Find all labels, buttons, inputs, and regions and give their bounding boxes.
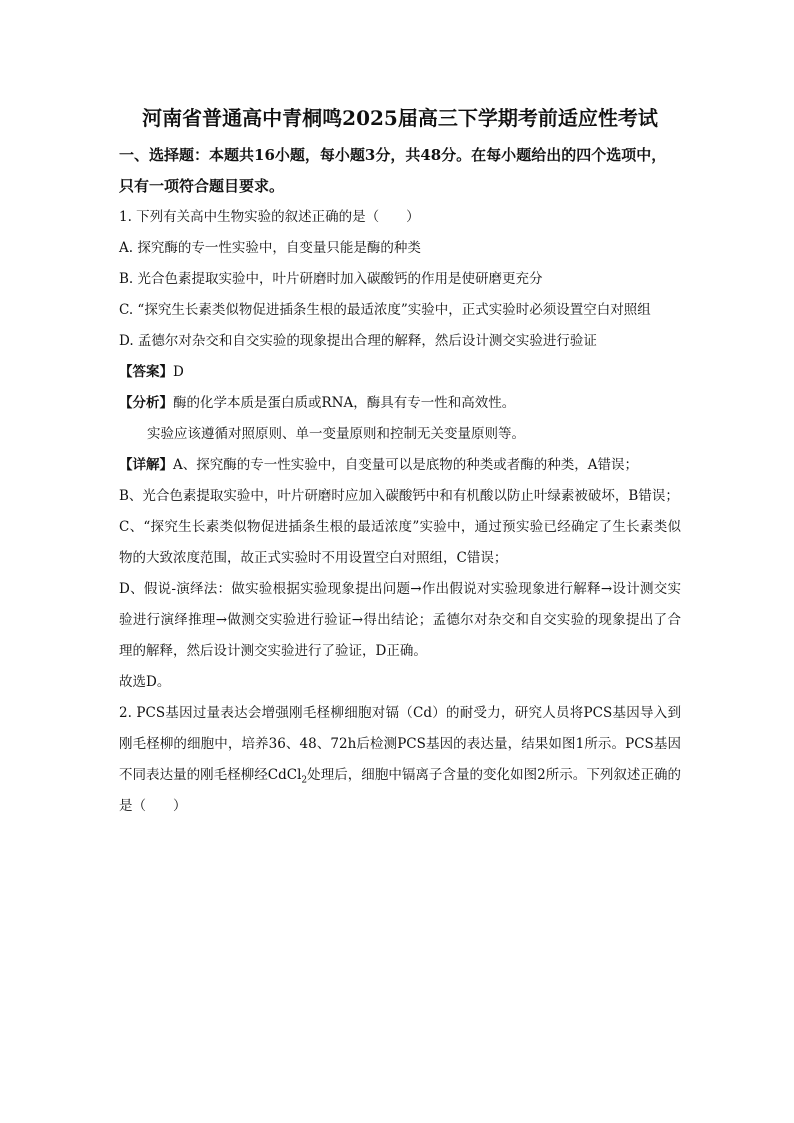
section-heading-choice: 一、选择题：本题共16小题，每小题3分，共48分。在每小题给出的四个选项中，只有一项符合题目要求。 — [119, 146, 667, 195]
question-1-answer — [119, 357, 681, 388]
question-1-analysis — [119, 388, 681, 419]
question-1-detail-d: D、假说-演绎法：做实验根据实验现象提出问题→作出假说对实验现象进行解释→设计测交实验进行演绎推理→做测交实验进行验证→得出结论；孟德尔对杂交和自交实验的现象提出了合理的解释，然后设计测交实验进行了验证，D正确。 — [119, 581, 681, 659]
question-2-stem-part2: 处理后，细胞中镉离子含量的变化如图2所示。下列叙述正确的是（ ） — [119, 767, 681, 814]
question-1-stem: 1. 下列有关高中生物实验的叙述正确的是（ ） — [119, 209, 420, 225]
answer-label: 【答案】 — [119, 364, 173, 380]
question-1-option-a: A. 探究酶的专一性实验中，自变量只能是酶的种类 — [119, 240, 421, 256]
question-1-analysis-2: 实验应该遵循对照原则、单一变量原则和控制无关变量原则等。 — [147, 426, 525, 442]
question-1-detail-c: C、“探究生长素类似物促进插条生根的最适浓度”实验中，通过预实验已经确定了生长素类似物的大致浓度范围，故正式实验时不用设置空白对照组，C错误； — [119, 519, 681, 566]
question-1-conclusion: 故选D。 — [119, 674, 171, 690]
analysis-label: 【分析】 — [119, 395, 173, 411]
question-2-subscript: 2 — [301, 775, 308, 786]
question-1-detail-b: B、光合色素提取实验中，叶片研磨时应加入碳酸钙中和有机酸以防止叶绿素被破坏，B错误； — [119, 488, 679, 504]
question-2-stem-part1: 2. PCS基因过量表达会增强刚毛柽柳细胞对镉（Cd）的耐受力，研究人员将PCS基因导入到刚毛柽柳的细胞中，培养36、48、72h后检测PCS基因的表达量，结果如图1所示。PCS基因不同表达量的刚毛柽柳经CdCl — [119, 705, 681, 783]
document-title: 河南省普通高中青桐鸣2025届高三下学期考前适应性考试 — [142, 106, 658, 130]
detail-a-text: A、探究酶的专一性实验中，自变量可以是底物的种类或者酶的种类，A错误； — [173, 457, 638, 473]
question-1-option-b: B. 光合色素提取实验中，叶片研磨时加入碳酸钙的作用是使研磨更充分 — [119, 271, 543, 287]
question-2-stem — [119, 698, 681, 822]
question-1-option-d: D. 孟德尔对杂交和自交实验的现象提出合理的解释，然后设计测交实验进行验证 — [119, 333, 597, 349]
analysis-text: 酶的化学本质是蛋白质或RNA，酶具有专一性和高效性。 — [173, 395, 516, 411]
question-1-option-c: C. “探究生长素类似物促进插条生根的最适浓度”实验中，正式实验时必须设置空白对照组 — [119, 302, 651, 318]
question-1-detail-a — [119, 450, 681, 481]
detail-label: 【详解】 — [119, 457, 173, 473]
answer-value: D — [173, 364, 184, 380]
